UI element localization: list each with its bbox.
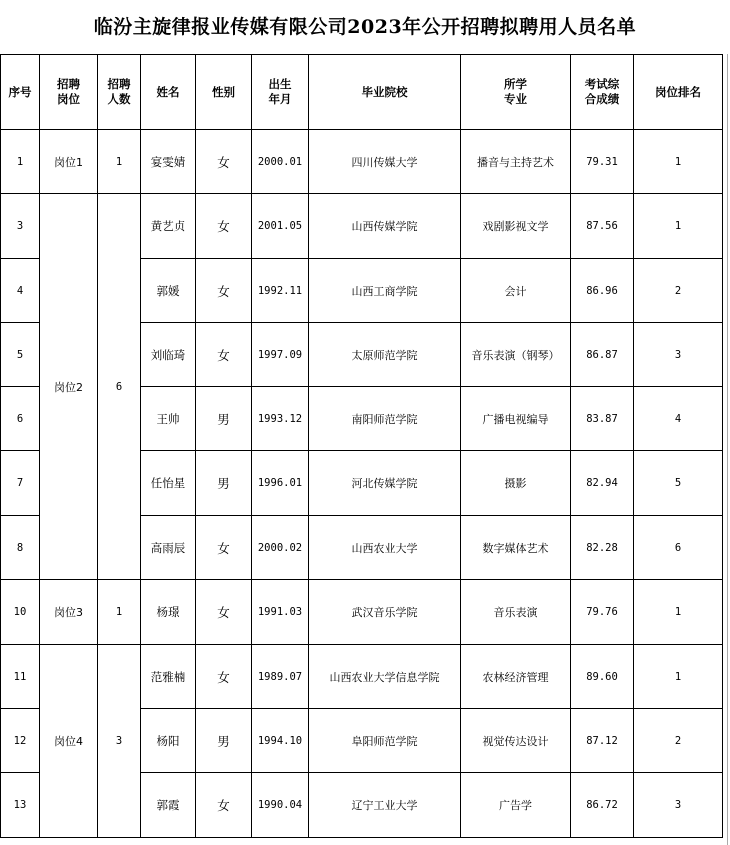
- cell-gender: 男: [196, 451, 252, 516]
- cell-major: 广告学: [461, 773, 571, 838]
- cell-birth: 1994.10: [252, 709, 309, 773]
- cell-gender: 女: [196, 580, 252, 645]
- header-gender: 性别: [196, 55, 252, 130]
- header-school: 毕业院校: [309, 55, 461, 130]
- cell-birth: 1991.03: [252, 580, 309, 645]
- cell-name: 郭霞: [141, 773, 196, 838]
- cell-score: 79.76: [571, 580, 634, 645]
- table-row: [1, 194, 723, 259]
- cell-gender: 女: [196, 259, 252, 323]
- cell-major: 农林经济管理: [461, 645, 571, 709]
- cell-school: 辽宁工业大学: [309, 773, 461, 838]
- cell-score: 86.96: [571, 259, 634, 323]
- cell-major: 视觉传达设计: [461, 709, 571, 773]
- cell-gender: 女: [196, 130, 252, 194]
- cell-score: 87.56: [571, 194, 634, 259]
- hiring-list-table: [0, 54, 723, 838]
- cell-school: 南阳师范学院: [309, 387, 461, 451]
- cell-gender: 女: [196, 194, 252, 259]
- cell-birth: 1992.11: [252, 259, 309, 323]
- cell-gender: 女: [196, 323, 252, 387]
- cell-position: 岗位1: [40, 130, 98, 194]
- cell-major: 播音与主持艺术: [461, 130, 571, 194]
- cell-school: 太原师范学院: [309, 323, 461, 387]
- cell-score: 86.72: [571, 773, 634, 838]
- cell-index: 6: [1, 387, 40, 451]
- cell-birth: 2001.05: [252, 194, 309, 259]
- cell-school: 山西工商学院: [309, 259, 461, 323]
- cell-name: 刘临琦: [141, 323, 196, 387]
- cell-school: 山西农业大学信息学院: [309, 645, 461, 709]
- cell-name: 郭媛: [141, 259, 196, 323]
- cell-score: 87.12: [571, 709, 634, 773]
- cell-position: 岗位2: [40, 194, 98, 580]
- cell-index: 1: [1, 130, 40, 194]
- cell-name: 任怡星: [141, 451, 196, 516]
- cell-index: 3: [1, 194, 40, 259]
- cell-index: 11: [1, 645, 40, 709]
- cell-major: 广播电视编导: [461, 387, 571, 451]
- header-count: 招聘 人数: [98, 55, 141, 130]
- cell-name: 杨璟: [141, 580, 196, 645]
- table-row: [1, 130, 723, 194]
- cell-rank: 1: [634, 580, 723, 645]
- cell-score: 86.87: [571, 323, 634, 387]
- cell-rank: 3: [634, 323, 723, 387]
- cell-index: 13: [1, 773, 40, 838]
- cell-gender: 女: [196, 773, 252, 838]
- cell-rank: 1: [634, 194, 723, 259]
- cell-name: 宴雯婧: [141, 130, 196, 194]
- cell-birth: 2000.02: [252, 516, 309, 580]
- header-score: 考试综 合成绩: [571, 55, 634, 130]
- cell-rank: 1: [634, 645, 723, 709]
- cell-rank: 5: [634, 451, 723, 516]
- page-edge-divider: [727, 54, 728, 845]
- cell-birth: 1997.09: [252, 323, 309, 387]
- page-title: 临汾主旋律报业传媒有限公司2023年公开招聘拟聘用人员名单: [93, 16, 637, 38]
- cell-birth: 1990.04: [252, 773, 309, 838]
- cell-index: 12: [1, 709, 40, 773]
- cell-school: 山西传媒学院: [309, 194, 461, 259]
- cell-gender: 男: [196, 387, 252, 451]
- cell-birth: 2000.01: [252, 130, 309, 194]
- cell-major: 音乐表演: [461, 580, 571, 645]
- cell-gender: 男: [196, 709, 252, 773]
- cell-count: 6: [98, 194, 141, 580]
- cell-position: 岗位3: [40, 580, 98, 645]
- cell-rank: 4: [634, 387, 723, 451]
- header-row: [1, 55, 723, 130]
- cell-name: 杨阳: [141, 709, 196, 773]
- cell-rank: 6: [634, 516, 723, 580]
- cell-name: 王帅: [141, 387, 196, 451]
- cell-rank: 2: [634, 259, 723, 323]
- table-row: [1, 645, 723, 709]
- cell-score: 79.31: [571, 130, 634, 194]
- header-position: 招聘 岗位: [40, 55, 98, 130]
- cell-name: 黄艺贞: [141, 194, 196, 259]
- cell-score: 82.94: [571, 451, 634, 516]
- cell-index: 8: [1, 516, 40, 580]
- cell-name: 范雅楠: [141, 645, 196, 709]
- cell-major: 数字媒体艺术: [461, 516, 571, 580]
- cell-school: 四川传媒大学: [309, 130, 461, 194]
- cell-rank: 1: [634, 130, 723, 194]
- cell-gender: 女: [196, 645, 252, 709]
- cell-rank: 3: [634, 773, 723, 838]
- cell-index: 10: [1, 580, 40, 645]
- cell-school: 阜阳师范学院: [309, 709, 461, 773]
- cell-school: 山西农业大学: [309, 516, 461, 580]
- cell-score: 89.60: [571, 645, 634, 709]
- cell-rank: 2: [634, 709, 723, 773]
- header-index: 序号: [1, 55, 40, 130]
- cell-score: 83.87: [571, 387, 634, 451]
- cell-score: 82.28: [571, 516, 634, 580]
- cell-school: 武汉音乐学院: [309, 580, 461, 645]
- cell-major: 摄影: [461, 451, 571, 516]
- cell-major: 会计: [461, 259, 571, 323]
- cell-count: 1: [98, 580, 141, 645]
- header-name: 姓名: [141, 55, 196, 130]
- cell-gender: 女: [196, 516, 252, 580]
- cell-school: 河北传媒学院: [309, 451, 461, 516]
- cell-index: 7: [1, 451, 40, 516]
- header-major: 所学 专业: [461, 55, 571, 130]
- table-row: [1, 580, 723, 645]
- cell-index: 5: [1, 323, 40, 387]
- cell-major: 戏剧影视文学: [461, 194, 571, 259]
- cell-major: 音乐表演（钢琴）: [461, 323, 571, 387]
- header-birth: 出生 年月: [252, 55, 309, 130]
- cell-name: 高雨辰: [141, 516, 196, 580]
- header-rank: 岗位排名: [634, 55, 723, 130]
- cell-birth: 1996.01: [252, 451, 309, 516]
- cell-count: 1: [98, 130, 141, 194]
- cell-birth: 1993.12: [252, 387, 309, 451]
- cell-position: 岗位4: [40, 645, 98, 838]
- cell-index: 4: [1, 259, 40, 323]
- cell-count: 3: [98, 645, 141, 838]
- cell-birth: 1989.07: [252, 645, 309, 709]
